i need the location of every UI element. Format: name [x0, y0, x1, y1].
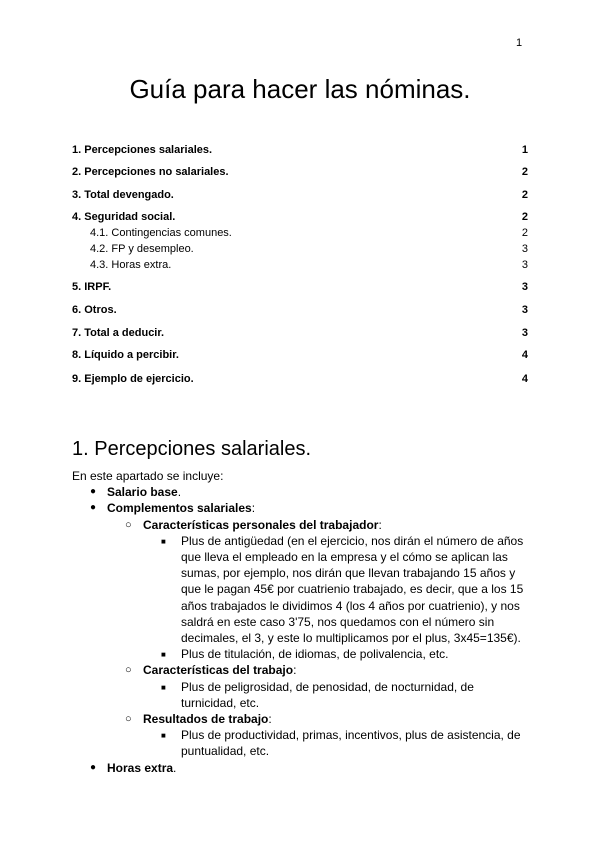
- square-bullet-icon: ■: [161, 536, 166, 546]
- toc-entry-total-devengado[interactable]: [72, 188, 528, 203]
- bullet-list: [107, 517, 532, 760]
- toc-entry-total-a-deducir[interactable]: [72, 326, 528, 341]
- toc-entry-page: 2: [521, 211, 528, 223]
- list-item-label: Características personales del trabajador: [143, 517, 379, 532]
- toc-entry-label: 7. Total a deducir.: [72, 327, 165, 339]
- toc-entry-label: 9. Ejemplo de ejercicio.: [72, 373, 194, 385]
- toc-entry-label: 4.2. FP y desempleo.: [90, 243, 194, 255]
- toc-entry-page: 4: [521, 349, 528, 361]
- toc-entry-percepciones-no-salariales[interactable]: [72, 165, 528, 180]
- toc-entry-page: 2: [521, 166, 528, 178]
- bullet-icon: ●: [90, 502, 97, 514]
- toc-entry-otros[interactable]: [72, 303, 528, 318]
- toc-entry-label: 6. Otros.: [72, 304, 117, 316]
- toc-entry-contingencias-comunes[interactable]: [72, 226, 528, 241]
- bullet-list: [143, 679, 532, 711]
- page-number: 1: [516, 37, 523, 49]
- bullet-list: [143, 533, 532, 663]
- list-item: [143, 646, 532, 662]
- section-heading: 1. Percepciones salariales.: [72, 438, 312, 460]
- square-bullet-icon: ■: [161, 682, 166, 692]
- intro-text: En este apartado se incluye:: [72, 469, 224, 483]
- square-bullet-icon: ■: [161, 731, 166, 741]
- toc-entry-label: 2. Percepciones no salariales.: [72, 166, 229, 178]
- circle-bullet-icon: ○: [125, 518, 132, 531]
- toc-entry-page: 3: [521, 281, 528, 293]
- circle-bullet-icon: ○: [125, 713, 132, 726]
- toc-entry-page: 2: [521, 227, 528, 239]
- toc-entry-label: 4. Seguridad social.: [72, 211, 176, 223]
- toc-entry-label: 4.1. Contingencias comunes.: [90, 227, 232, 239]
- list-item: ● Horas extra.: [90, 760, 177, 775]
- toc-entry-label: 5. IRPF.: [72, 281, 112, 293]
- list-item-text: Plus de antigüedad (en el ejercicio, nos dirán el número de años que lleva el empleado en la empresa y el cómo se aplican las sumas, por ejemplo, nos dirán que llevan trabajando 15 años y que le pagan 45€ por cuatrienio trabajado, es decir, que a los 15 años trabajados le dividimos 4 (los 4 años por cuatrienio), y nos saldrá en este caso 3'75, nos quedamos con el número sin decimales, el 3, y este lo multiplicamos por el plus, 3x45=135€).: [181, 533, 524, 646]
- list-item: [143, 533, 532, 646]
- list-item-text: Plus de peligrosidad, de penosidad, de nocturnidad, de turnicidad, etc.: [181, 679, 474, 710]
- toc-entry-irpf[interactable]: [72, 280, 528, 295]
- list-item-label: Complementos salariales: [107, 501, 252, 516]
- bullet-icon: ●: [90, 761, 97, 773]
- toc-entry-label: 1. Percepciones salariales.: [72, 144, 213, 156]
- list-item: ○ Características personales del trabajador: ■ Plus de antigüedad (en el ejercicio, nos dirán el número de años que lleva el empleado en la empresa y el cómo se aplican las sumas, por ejemplo, nos dirán que llevan trabajando 15 años y que le pagan 45€ por cuatrienio trabajado, es decir, que a los 15 años trabajados le dividimos 4 (los 4 años por cuatrienio), y nos saldrá en este caso 3'75, nos quedamos con el número sin decimales, el 3, y este lo multiplicamos por el plus, 3x45=135€). ■ Plus de titulación, de idiomas, de polivalencia, etc.: [107, 517, 532, 663]
- bullet-list: [143, 727, 532, 759]
- section-body: [72, 468, 532, 776]
- toc-entry-label: 4.3. Horas extra.: [90, 259, 172, 271]
- toc-entry-page: 3: [521, 304, 528, 316]
- toc-entry-ejemplo-de-ejercicio[interactable]: [72, 372, 528, 387]
- document-title: Guía para hacer las nóminas.: [129, 74, 471, 104]
- list-item-label: Salario base: [107, 485, 178, 500]
- list-item-label: Resultados de trabajo: [143, 712, 269, 727]
- list-item: [143, 679, 532, 711]
- list-item-label: Horas extra: [107, 760, 174, 775]
- list-item-text: Plus de titulación, de idiomas, de polivalencia, etc.: [181, 647, 449, 662]
- list-item: ○ Características del trabajo: ■ Plus de peligrosidad, de penosidad, de nocturnidad, de turnicidad, etc.: [107, 662, 532, 711]
- list-item: ● Salario base.: [90, 485, 182, 500]
- toc-entry-page: 2: [521, 189, 528, 201]
- toc-entry-horas-extra[interactable]: [72, 258, 528, 273]
- square-bullet-icon: ■: [161, 650, 166, 660]
- list-item-text: Plus de productividad, primas, incentivos, plus de asistencia, de puntualidad, etc.: [181, 728, 521, 759]
- toc-entry-label: 8. Líquido a percibir.: [72, 349, 179, 361]
- bullet-icon: ●: [90, 486, 97, 498]
- bullet-list: [72, 484, 532, 776]
- toc-entry-page: 1: [521, 144, 528, 156]
- toc-entry-percepciones-salariales[interactable]: [72, 143, 528, 158]
- toc-entry-page: 4: [521, 373, 528, 385]
- toc-entry-fp-desempleo[interactable]: [72, 242, 528, 257]
- list-item: ○ Resultados de trabajo: ■ Plus de productividad, primas, incentivos, plus de asistencia, de puntualidad, etc.: [107, 711, 532, 760]
- toc-entry-liquido-a-percibir[interactable]: [72, 348, 528, 363]
- toc-entry-page: 3: [521, 259, 528, 271]
- toc-entry-page: 3: [521, 327, 528, 339]
- toc-entry-page: 3: [521, 243, 528, 255]
- circle-bullet-icon: ○: [125, 664, 132, 677]
- list-item-label: Características del trabajo: [143, 663, 294, 678]
- toc-entry-label: 3. Total devengado.: [72, 189, 174, 201]
- toc-entry-seguridad-social[interactable]: [72, 210, 528, 225]
- list-item: [143, 727, 532, 759]
- list-item: ● Complementos salariales: ○ Características personales del trabajador: ■ Plus de antigüedad (en el ejercicio, nos dirán el número de años que lleva el empleado en la empresa y el cómo se aplican las sumas, por ejemplo, nos dirán que llevan trabajando 15 años y que le pagan 45€ por cuatrienio trabajado, es decir, que a los 15 años trabajados le dividimos 4 (los 4 años por cuatrienio), y nos saldrá en este caso 3'75, nos quedamos con el número sin decimales, el 3, y este lo multiplicamos por el plus, 3x45=135€). ■ Plus de titulación, de idiomas, de polivalencia, etc. ○ Características del trabajo: ■ Plus de peligrosidad, de penosidad, de nocturnidad, de turnicidad, etc. ○ Resultados de trabajo: ■ Plus de productividad, primas, incentivos, plus de asistencia, de puntualidad, etc.: [72, 500, 532, 759]
